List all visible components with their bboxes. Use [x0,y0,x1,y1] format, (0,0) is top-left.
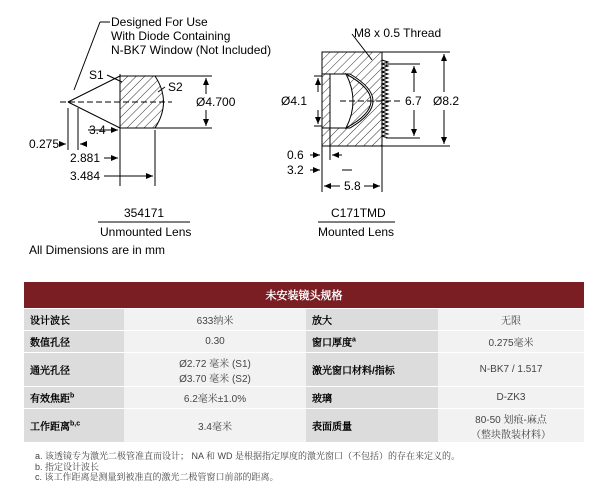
caption-unmounted: Unmounted Lens [100,225,192,239]
row-label: 工作距离$^{b,c}$ [24,409,124,443]
value-line: Ø2.72 毫米 (S1) [179,358,251,370]
row-value: D-ZK3 [438,387,584,409]
table-row [24,331,584,353]
caption-mounted: Mounted Lens [318,225,395,239]
note-line-2: With Diode Containing [111,29,231,43]
table-title: 未安装镜头规格 [24,282,584,309]
row-label: 激光窗口材料/指标 [306,353,438,387]
row-label: 玻璃 [306,387,438,409]
table-row [24,353,584,387]
spec-table [24,282,584,443]
row-value: 633纳米 [124,309,306,331]
row-label: 数值孔径 [24,331,124,353]
s2-label: S2 [168,80,183,94]
footnote-b: b. 指定设计波长 [35,461,100,472]
row-label: 通光孔径 [24,353,124,387]
footnote-a: a. 该透镜专为激光二极管准直而设计； NA 和 WD 是根据指定厚度的激光窗口（不包括）的存在来定义的。 [35,451,461,461]
thread-label: M8 x 0.5 Thread [354,26,442,40]
dim-0-6: 0.6 [287,148,304,162]
row-value: 6.2毫米±1.0% [124,387,306,409]
footnote-c: c. 该工作距离是测量到被准直的激光二极管窗口前部的距离。 [35,472,279,482]
footnote-mark: b [70,392,75,400]
row-label: 有效焦距$^b$ [24,387,124,409]
dimensions-note: All Dimensions are in mm [29,243,166,257]
value-line: （整块散装材料） [471,429,551,441]
dim-0-275: 0.275 [29,137,60,151]
row-value: 3.4毫米 [124,409,306,443]
row-label: 窗口厚度$^a$ [306,331,438,353]
value-line: 80-50 划痕-麻点 [475,414,547,426]
footnote-mark: a [352,336,356,344]
dim-6-7: 6.7 [405,94,422,108]
note-line-3: N-BK7 Window (Not Included) [111,43,272,57]
footnotes [35,451,460,483]
row-label: 设计波长 [24,309,124,331]
value-line: Ø3.70 毫米 (S2) [179,373,251,385]
mounted-lens-drawing [310,34,450,192]
row-value: 0.30 [124,331,306,353]
dia-4700-label: Ø4.700 [196,95,236,109]
dim-5-8: 5.8 [344,179,361,193]
table-row [24,387,584,409]
dim-3-4: 3.4 [89,123,106,137]
row-label: 放大 [306,309,438,331]
part-c171tmd: C171TMD [331,206,386,220]
part-354171: 354171 [124,206,165,220]
table-row [24,409,584,443]
dia-4-1-label: Ø4.1 [281,94,308,108]
dia-8-2-label: Ø8.2 [433,94,460,108]
s1-label: S1 [89,68,104,82]
footnote-mark: b,c [70,420,81,428]
note-line-1: Designed For Use [111,15,208,29]
table-row [24,309,584,331]
dim-3-2: 3.2 [287,163,304,177]
dim-2-881: 2.881 [70,151,101,165]
dim-3-484: 3.484 [70,169,101,183]
row-value [438,409,584,443]
row-value: 无限 [438,309,584,331]
row-label: 表面质量 [306,409,438,443]
row-value: 0.275毫米 [438,331,584,353]
row-value [124,353,306,387]
row-value: N-BK7 / 1.517 [438,353,584,387]
